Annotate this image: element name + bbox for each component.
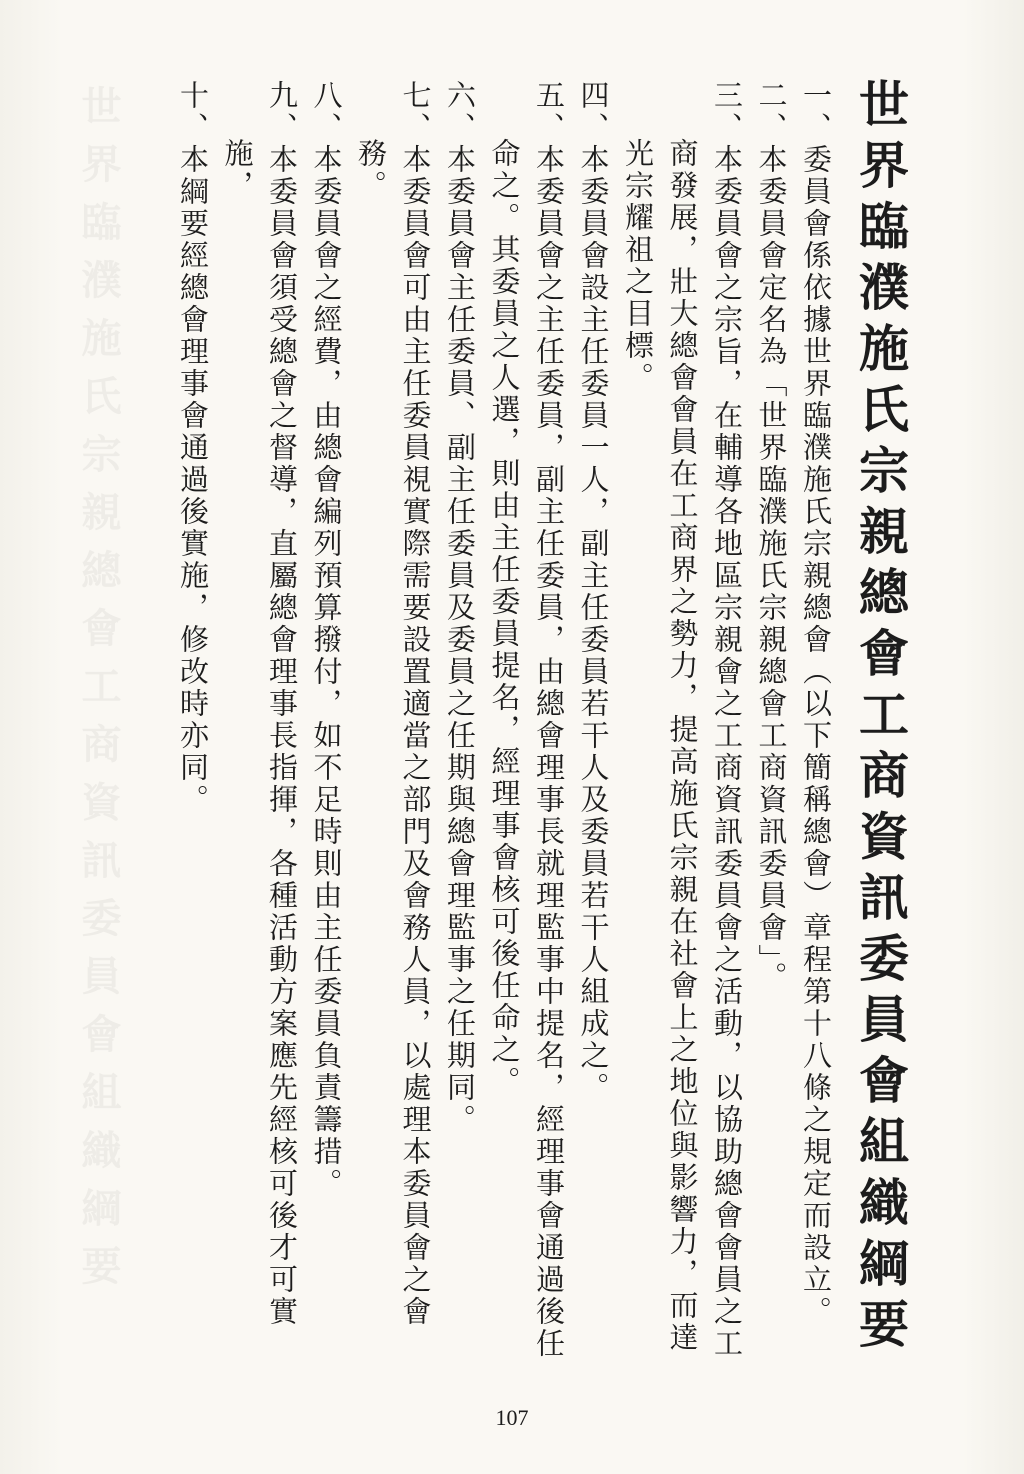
article-8: 八、本委員會之經費，由總會編列預算撥付，如不足時則由主任委員負責籌措。 [309, 80, 344, 1200]
article-5: 五、本委員會之主任委員，副主任委員，由總會理事長就理監事中提名，經理事會通過後任命之。其委員之人選，則由主任委員提名，經理事會核可後任命之。 [487, 80, 566, 1360]
article-1: 一、委員會係依據世界臨濮施氏宗親總會（以下簡稱總會）章程第十八條之規定而設立。 [799, 80, 833, 1328]
article-list [176, 80, 838, 1370]
page-number: 107 [495, 1405, 529, 1430]
article-3: 三、本委員會之宗旨，在輔導各地區宗親會之工商資訊委員會之活動，以協助總會會員之工商發展，壯大總會會員在工商界之勢力，提高施氏宗親在社會上之地位與影響力，而達光宗耀祖之目標。 [621, 80, 744, 1360]
document-title: 世界臨濮施氏宗親總會工商資訊委員會組織綱要 [851, 78, 910, 1359]
article-9: 九、本委員會須受總會之督導，直屬總會理事長指揮，各種活動方案應先經核可後才可實施， [220, 80, 299, 1328]
article-6: 六、本委員會主任委員、副主任委員及委員之任期與總會理監事之任期同。 [443, 80, 477, 1136]
article-10: 十、本綱要經總會理事會通過後實施，修改時亦同。 [176, 80, 210, 816]
article-4: 四、本委員會設主任委員一人，副主任委員若干人及委員若干人組成之。 [576, 80, 611, 1104]
bleed-through-text: 世界臨濮施氏宗親總會工商資訊委員會組織綱要 [75, 85, 122, 1303]
article-7: 七、本委員會可由主任委員視實際需要設置適當之部門及會務人員，以處理本委員會之會務。 [354, 80, 433, 1328]
article-2: 二、本委員會定名為「世界臨濮施氏宗親總會工商資訊委員會」。 [754, 80, 789, 994]
